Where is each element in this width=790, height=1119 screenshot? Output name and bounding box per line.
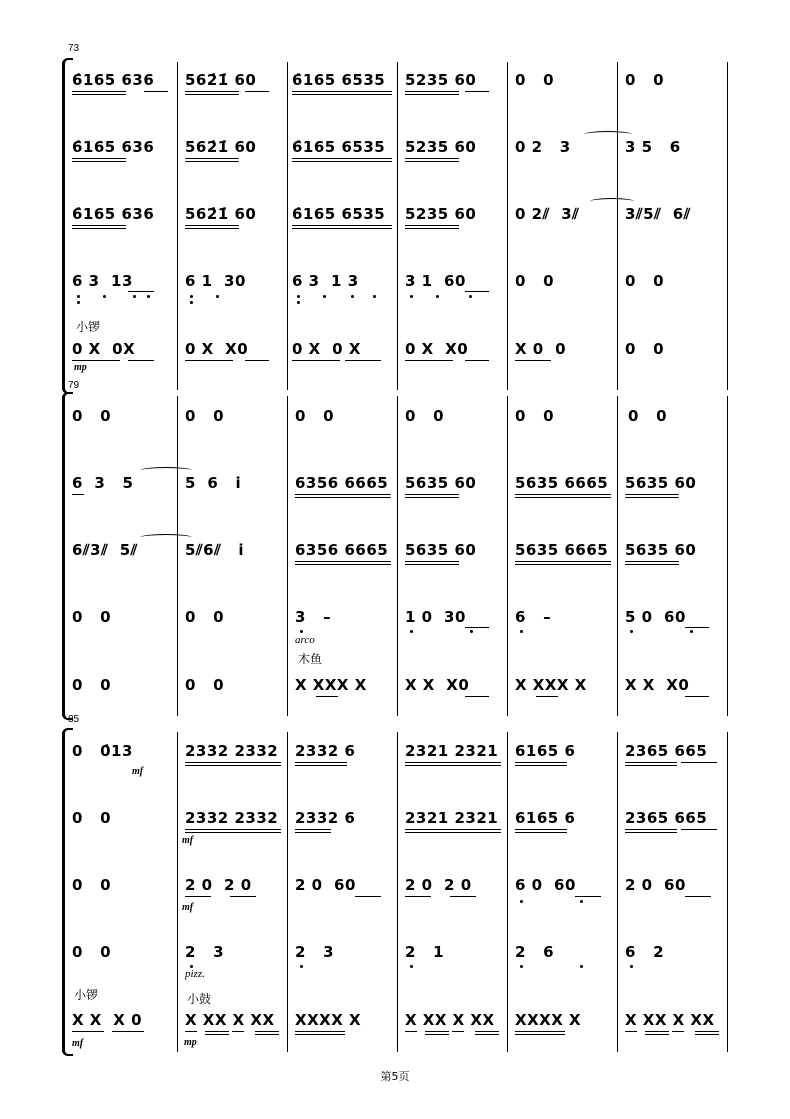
- underline: [185, 765, 281, 766]
- barline: [727, 732, 728, 1052]
- underline: [255, 1031, 279, 1032]
- underline: [685, 896, 711, 897]
- note-cell: 2 3: [185, 943, 225, 961]
- underline: [405, 94, 459, 95]
- note-cell: 0 0: [72, 876, 112, 894]
- octave-dot: [133, 295, 136, 298]
- barline: [177, 396, 178, 716]
- note-cell: 0 0: [515, 407, 555, 425]
- note-cell: X X X 0: [72, 1011, 143, 1029]
- note-cell: 6 3 5: [72, 474, 134, 492]
- underline: [515, 1034, 565, 1035]
- note-cell: 6̇165 6535: [292, 205, 386, 223]
- underline: [405, 225, 459, 226]
- note-cell: 2365 665: [625, 809, 708, 827]
- barline: [287, 396, 288, 716]
- note-cell: 0 0: [72, 608, 112, 626]
- technique-label: pizz.: [185, 968, 205, 980]
- note-cell: 0 X 0X: [72, 340, 136, 358]
- note-cell: 3 5 6: [625, 138, 681, 156]
- page-number: 第5页: [380, 1070, 410, 1083]
- barline: [397, 62, 398, 390]
- underline: [185, 94, 239, 95]
- underline: [292, 161, 392, 162]
- note-cell: 0 0: [515, 71, 555, 89]
- note-cell: 0 0: [185, 407, 225, 425]
- note-cell: X XX X XX: [185, 1011, 275, 1029]
- note-cell: 6356 6665: [295, 474, 389, 492]
- dynamic-mark: mp: [74, 362, 87, 373]
- underline: [295, 829, 331, 830]
- underline: [681, 762, 717, 763]
- underline: [515, 561, 611, 562]
- note-cell: 6165 6: [515, 809, 576, 827]
- underline: [425, 1034, 449, 1035]
- note-cell: 0 2⫽ 3⫽: [515, 205, 580, 223]
- note-cell: 5 0 60: [625, 608, 686, 626]
- underline: [230, 896, 256, 897]
- note-cell: X X X0: [625, 676, 690, 694]
- underline: [515, 494, 611, 495]
- percussion-label: 小鼓: [187, 992, 212, 1006]
- system-brace: [62, 396, 71, 716]
- underline: [625, 765, 677, 766]
- octave-dot: [410, 965, 413, 968]
- octave-dot: [297, 301, 300, 304]
- note-cell: 6 –: [515, 608, 552, 626]
- underline: [515, 765, 567, 766]
- dynamic-mark: mf: [182, 902, 194, 913]
- underline: [205, 1034, 229, 1035]
- underline: [295, 494, 391, 495]
- note-cell: XXXX X: [295, 1011, 362, 1029]
- underline: [185, 832, 281, 833]
- underline: [465, 627, 489, 628]
- note-cell: 6̇165 6535: [292, 138, 386, 156]
- octave-dot: [580, 965, 583, 968]
- note-cell: 2 0 2 0: [405, 876, 472, 894]
- underline: [405, 497, 459, 498]
- slur: [140, 534, 192, 541]
- underline: [475, 1034, 499, 1035]
- underline: [405, 91, 459, 92]
- dynamic-mark: mp: [184, 1037, 197, 1048]
- underline: [128, 360, 154, 361]
- octave-dot: [520, 630, 523, 633]
- underline: [72, 360, 120, 361]
- note-cell: 562̇1̇ 60: [185, 138, 257, 156]
- underline: [72, 161, 126, 162]
- underline: [515, 762, 567, 763]
- underline: [255, 1034, 279, 1035]
- underline: [405, 762, 501, 763]
- underline: [695, 1031, 719, 1032]
- underline: [295, 1031, 345, 1032]
- slur: [140, 467, 192, 474]
- underline: [185, 762, 281, 763]
- note-cell: 5235 60: [405, 138, 477, 156]
- note-cell: 0 2 3: [515, 138, 571, 156]
- underline: [405, 494, 459, 495]
- note-cell: 0 X 0 X: [292, 340, 361, 358]
- note-cell: 5635 6665: [515, 541, 609, 559]
- underline: [515, 829, 567, 830]
- underline: [292, 94, 392, 95]
- underline: [465, 291, 489, 292]
- note-cell: 2 0 60: [295, 876, 356, 894]
- underline: [625, 497, 679, 498]
- underline: [405, 158, 459, 159]
- octave-dot: [410, 630, 413, 633]
- octave-dot: [300, 630, 303, 633]
- note-cell: 2332 6: [295, 809, 356, 827]
- note-cell: 0 0: [295, 407, 335, 425]
- underline: [405, 561, 459, 562]
- underline: [72, 94, 126, 95]
- underline: [295, 564, 391, 565]
- barline: [397, 396, 398, 716]
- note-cell: 5635 60: [625, 541, 697, 559]
- note-cell: 2321 2321: [405, 809, 499, 827]
- note-cell: 6⫽3⫽ 5⫽: [72, 541, 138, 559]
- underline: [245, 360, 269, 361]
- underline: [72, 228, 126, 229]
- note-cell: 0 0: [625, 340, 665, 358]
- underline: [295, 832, 331, 833]
- note-cell: 0 0̇13: [72, 742, 133, 760]
- underline: [295, 561, 391, 562]
- barline: [397, 732, 398, 1052]
- note-cell: 6 3 1 3: [292, 272, 359, 290]
- note-cell: 6165 6: [515, 742, 576, 760]
- note-cell: 0 0: [72, 676, 112, 694]
- underline: [185, 225, 239, 226]
- note-cell: 6356 6665: [295, 541, 389, 559]
- underline: [292, 91, 392, 92]
- underline: [185, 158, 239, 159]
- note-cell: 2365 665: [625, 742, 708, 760]
- note-cell: 0 0: [185, 608, 225, 626]
- octave-dot: [77, 301, 80, 304]
- note-cell: X 0 0: [515, 340, 567, 358]
- note-cell: 6̇165 636: [72, 205, 155, 223]
- underline: [405, 896, 431, 897]
- note-cell: 5635 6665: [515, 474, 609, 492]
- barline: [617, 732, 618, 1052]
- barline: [617, 62, 618, 390]
- underline: [292, 158, 392, 159]
- underline: [292, 228, 392, 229]
- note-cell: 5235 60: [405, 71, 477, 89]
- octave-dot: [520, 965, 523, 968]
- underline: [672, 1031, 684, 1032]
- barline: [617, 396, 618, 716]
- underline: [295, 1034, 345, 1035]
- note-cell: 2321 2321: [405, 742, 499, 760]
- note-cell: 6 0 60: [515, 876, 576, 894]
- note-cell: 6 1 30: [185, 272, 246, 290]
- underline: [72, 158, 126, 159]
- octave-dot: [103, 295, 106, 298]
- note-cell: 0 0: [625, 71, 665, 89]
- barline: [727, 62, 728, 390]
- octave-dot: [373, 295, 376, 298]
- octave-dot: [297, 295, 300, 298]
- note-cell: 6 2: [625, 943, 665, 961]
- underline: [295, 762, 347, 763]
- underline: [536, 696, 558, 697]
- underline: [185, 360, 233, 361]
- technique-label: arco: [295, 634, 315, 646]
- underline: [405, 765, 501, 766]
- note-cell: 3 –: [295, 608, 332, 626]
- note-cell: 5⫽6⫽ i: [185, 541, 245, 559]
- octave-dot: [690, 630, 693, 633]
- barline: [287, 62, 288, 390]
- note-cell: 0 0: [72, 809, 112, 827]
- underline: [625, 832, 677, 833]
- underline: [72, 225, 126, 226]
- underline: [465, 91, 489, 92]
- underline: [245, 91, 269, 92]
- dynamic-mark: mf: [72, 1038, 84, 1049]
- percussion-label: 小锣: [74, 988, 99, 1002]
- underline: [295, 765, 347, 766]
- underline: [465, 696, 489, 697]
- underline: [465, 360, 489, 361]
- underline: [685, 627, 709, 628]
- octave-dot: [630, 965, 633, 968]
- underline: [625, 829, 677, 830]
- underline: [144, 91, 168, 92]
- note-cell: X XXX X: [515, 676, 587, 694]
- barline: [507, 396, 508, 716]
- octave-dot: [410, 295, 413, 298]
- octave-dot: [630, 630, 633, 633]
- underline: [295, 497, 391, 498]
- underline: [405, 564, 459, 565]
- underline: [515, 497, 611, 498]
- underline: [405, 1031, 417, 1032]
- underline: [515, 360, 551, 361]
- note-cell: 2 1: [405, 943, 445, 961]
- underline: [685, 696, 709, 697]
- slur: [590, 198, 634, 205]
- note-cell: 0 0: [405, 407, 445, 425]
- underline: [185, 896, 211, 897]
- note-cell: 3 1 60: [405, 272, 466, 290]
- underline: [475, 1031, 499, 1032]
- note-cell: X XX X XX: [405, 1011, 495, 1029]
- underline: [205, 1031, 229, 1032]
- underline: [72, 494, 84, 495]
- note-cell: 6 3 13: [72, 272, 133, 290]
- underline: [232, 1031, 244, 1032]
- octave-dot: [216, 295, 219, 298]
- underline: [425, 1031, 449, 1032]
- note-cell: 562̇1̇ 60: [185, 205, 257, 223]
- underline: [515, 1031, 565, 1032]
- note-cell: 5235 60: [405, 205, 477, 223]
- octave-dot: [323, 295, 326, 298]
- note-cell: 6̇165 6535: [292, 71, 386, 89]
- note-cell: 2 0 60: [625, 876, 686, 894]
- note-cell: XXXX X: [515, 1011, 582, 1029]
- note-cell: 0 0: [185, 676, 225, 694]
- underline: [112, 1031, 144, 1032]
- underline: [72, 91, 126, 92]
- underline: [72, 1031, 104, 1032]
- octave-dot: [520, 900, 523, 903]
- underline: [405, 829, 501, 830]
- underline: [575, 896, 601, 897]
- octave-dot: [190, 295, 193, 298]
- note-cell: 0 0: [72, 407, 112, 425]
- underline: [515, 564, 611, 565]
- note-cell: 2332 2332: [185, 809, 279, 827]
- underline: [645, 1034, 669, 1035]
- underline: [405, 228, 459, 229]
- underline: [292, 225, 392, 226]
- underline: [515, 832, 567, 833]
- dynamic-mark: mf: [182, 835, 194, 846]
- note-cell: 2332 2332: [185, 742, 279, 760]
- octave-dot: [351, 295, 354, 298]
- barline: [287, 732, 288, 1052]
- octave-dot: [580, 900, 583, 903]
- barline: [177, 732, 178, 1052]
- note-cell: X X X0: [405, 676, 470, 694]
- octave-dot: [436, 295, 439, 298]
- note-cell: 0 X X0: [185, 340, 249, 358]
- barline: [727, 396, 728, 716]
- percussion-label: 木鱼: [298, 652, 323, 666]
- measure-number: 85: [68, 714, 80, 725]
- underline: [405, 161, 459, 162]
- barline: [507, 62, 508, 390]
- underline: [185, 161, 239, 162]
- note-cell: 2 3: [295, 943, 335, 961]
- note-cell: X XXX X: [295, 676, 367, 694]
- percussion-label: 小锣: [76, 320, 101, 334]
- octave-dot: [147, 295, 150, 298]
- note-cell: 562̇1̇ 60: [185, 71, 257, 89]
- underline: [681, 829, 717, 830]
- underline: [645, 1031, 669, 1032]
- note-cell: 0 0: [72, 943, 112, 961]
- barline: [177, 62, 178, 390]
- underline: [405, 832, 501, 833]
- underline: [185, 1031, 197, 1032]
- note-cell: 5 6 i: [185, 474, 242, 492]
- underline: [355, 896, 381, 897]
- underline: [625, 1031, 637, 1032]
- system-brace: [62, 732, 71, 1052]
- underline: [185, 228, 239, 229]
- underline: [316, 696, 338, 697]
- underline: [185, 829, 281, 830]
- note-cell: 0 0: [628, 407, 668, 425]
- note-cell: 1 0 30: [405, 608, 466, 626]
- octave-dot: [190, 301, 193, 304]
- note-cell: 0 0: [625, 272, 665, 290]
- underline: [128, 291, 154, 292]
- note-cell: 3⫽5⫽ 6⫽: [625, 205, 691, 223]
- note-cell: 2332 6: [295, 742, 356, 760]
- note-cell: 6̇165 636: [72, 71, 155, 89]
- underline: [625, 494, 679, 495]
- note-cell: 5635 60: [625, 474, 697, 492]
- note-cell: 5635 60: [405, 474, 477, 492]
- underline: [345, 360, 381, 361]
- note-cell: 2 6: [515, 943, 555, 961]
- octave-dot: [300, 965, 303, 968]
- octave-dot: [77, 295, 80, 298]
- measure-number: 73: [68, 43, 80, 54]
- underline: [625, 564, 679, 565]
- octave-dot: [469, 295, 472, 298]
- note-cell: 0 0: [515, 272, 555, 290]
- slur: [584, 131, 632, 138]
- barline: [507, 732, 508, 1052]
- measure-number: 79: [68, 380, 80, 391]
- underline: [185, 91, 239, 92]
- underline: [292, 360, 340, 361]
- note-cell: X XX X XX: [625, 1011, 715, 1029]
- underline: [405, 360, 453, 361]
- underline: [625, 561, 679, 562]
- underline: [452, 1031, 464, 1032]
- note-cell: 6̇165 636: [72, 138, 155, 156]
- underline: [695, 1034, 719, 1035]
- system-brace: [62, 62, 71, 390]
- dynamic-mark: mf: [132, 766, 144, 777]
- underline: [625, 762, 677, 763]
- note-cell: 0 X X0: [405, 340, 469, 358]
- octave-dot: [470, 630, 473, 633]
- underline: [450, 896, 476, 897]
- note-cell: 5635 60: [405, 541, 477, 559]
- note-cell: 2 0 2 0: [185, 876, 252, 894]
